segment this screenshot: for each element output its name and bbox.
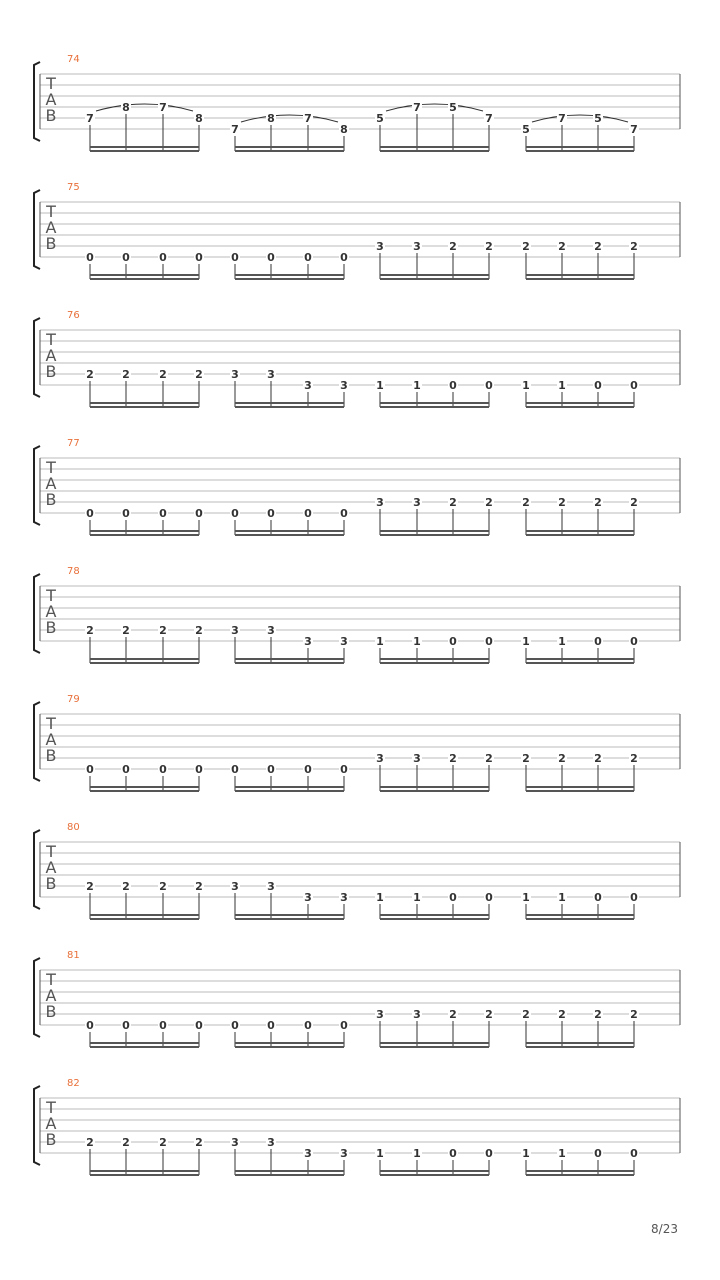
- fret-number: 3: [231, 368, 239, 381]
- fret-number: 2: [195, 368, 203, 381]
- fret-number: 0: [267, 763, 275, 776]
- fret-number: 2: [122, 880, 130, 893]
- fret-number: 0: [485, 635, 493, 648]
- fret-number: 2: [159, 368, 167, 381]
- fret-number: 5: [594, 112, 602, 125]
- fret-number: 2: [449, 496, 457, 509]
- measure-number: 78: [67, 566, 80, 577]
- fret-number: 0: [231, 251, 239, 264]
- fret-number: 3: [376, 752, 384, 765]
- fret-number: 1: [413, 891, 421, 904]
- fret-number: 1: [522, 635, 530, 648]
- fret-number: 0: [340, 507, 348, 520]
- measure-number: 74: [67, 54, 80, 65]
- staff-system: [34, 438, 680, 535]
- fret-number: 3: [267, 624, 275, 637]
- staff-system: [34, 54, 680, 151]
- fret-number: 1: [522, 891, 530, 904]
- staff-system: [34, 950, 680, 1047]
- fret-number: 1: [522, 1147, 530, 1160]
- fret-number: 0: [195, 1019, 203, 1032]
- tab-clef-letter: T: [46, 74, 56, 93]
- fret-number: 2: [449, 240, 457, 253]
- fret-number: 0: [122, 251, 130, 264]
- fret-number: 1: [376, 1147, 384, 1160]
- fret-number: 2: [594, 496, 602, 509]
- tab-clef-letter: A: [45, 986, 57, 1005]
- fret-number: 7: [630, 123, 638, 136]
- fret-number: 0: [594, 379, 602, 392]
- tab-clef-letter: A: [45, 346, 57, 365]
- fret-number: 2: [485, 496, 493, 509]
- tab-clef-letter: T: [46, 1098, 56, 1117]
- system-bracket: [34, 574, 40, 653]
- fret-number: 0: [630, 379, 638, 392]
- fret-number: 0: [159, 507, 167, 520]
- fret-number: 0: [485, 891, 493, 904]
- fret-number: 2: [485, 240, 493, 253]
- tab-clef-letter: B: [45, 746, 57, 765]
- fret-number: 3: [376, 496, 384, 509]
- tab-clef-letter: B: [45, 1002, 57, 1021]
- fret-number: 3: [267, 1136, 275, 1149]
- fret-number: 7: [159, 101, 167, 114]
- staff-system: [34, 566, 680, 663]
- fret-number: 2: [159, 624, 167, 637]
- fret-number: 0: [630, 1147, 638, 1160]
- tab-clef-letter: B: [45, 234, 57, 253]
- fret-number: 1: [376, 379, 384, 392]
- fret-number: 0: [159, 251, 167, 264]
- fret-number: 3: [413, 752, 421, 765]
- measure-number: 77: [67, 438, 80, 449]
- fret-number: 0: [159, 1019, 167, 1032]
- fret-number: 1: [376, 891, 384, 904]
- fret-number: 1: [558, 891, 566, 904]
- system-bracket: [34, 958, 40, 1037]
- fret-number: 2: [594, 240, 602, 253]
- fret-number: 2: [195, 624, 203, 637]
- fret-number: 7: [231, 123, 239, 136]
- tab-clef-letter: T: [46, 714, 56, 733]
- fret-number: 0: [304, 507, 312, 520]
- fret-number: 0: [231, 507, 239, 520]
- tab-clef-letter: T: [46, 202, 56, 221]
- fret-number: 0: [304, 251, 312, 264]
- fret-number: 3: [267, 880, 275, 893]
- tab-clef-letter: A: [45, 730, 57, 749]
- tab-clef-letter: A: [45, 90, 57, 109]
- fret-number: 2: [594, 1008, 602, 1021]
- fret-number: 0: [340, 763, 348, 776]
- fret-number: 1: [376, 635, 384, 648]
- fret-number: 2: [86, 624, 94, 637]
- fret-number: 1: [413, 635, 421, 648]
- fret-number: 7: [485, 112, 493, 125]
- tab-clef-letter: B: [45, 1130, 57, 1149]
- page-number: 8/23: [651, 1222, 678, 1236]
- fret-number: 3: [340, 379, 348, 392]
- system-bracket: [34, 318, 40, 397]
- fret-number: 2: [159, 880, 167, 893]
- fret-number: 2: [594, 752, 602, 765]
- fret-number: 0: [340, 1019, 348, 1032]
- fret-number: 2: [86, 880, 94, 893]
- fret-number: 0: [86, 763, 94, 776]
- fret-number: 3: [413, 496, 421, 509]
- fret-number: 2: [630, 752, 638, 765]
- fret-number: 2: [558, 496, 566, 509]
- staff-system: [34, 694, 680, 791]
- fret-number: 0: [340, 251, 348, 264]
- fret-number: 0: [122, 763, 130, 776]
- fret-number: 0: [122, 507, 130, 520]
- fret-number: 3: [340, 1147, 348, 1160]
- fret-number: 2: [86, 1136, 94, 1149]
- fret-number: 3: [340, 635, 348, 648]
- fret-number: 8: [122, 101, 130, 114]
- fret-number: 3: [413, 1008, 421, 1021]
- fret-number: 1: [413, 1147, 421, 1160]
- fret-number: 0: [231, 1019, 239, 1032]
- fret-number: 0: [195, 507, 203, 520]
- fret-number: 3: [231, 880, 239, 893]
- fret-number: 0: [485, 1147, 493, 1160]
- fret-number: 0: [195, 763, 203, 776]
- fret-number: 3: [376, 1008, 384, 1021]
- system-bracket: [34, 1086, 40, 1165]
- tab-clef-letter: T: [46, 842, 56, 861]
- fret-number: 2: [122, 368, 130, 381]
- fret-number: 7: [304, 112, 312, 125]
- tab-clef-letter: A: [45, 1114, 57, 1133]
- fret-number: 2: [522, 240, 530, 253]
- fret-number: 0: [195, 251, 203, 264]
- fret-number: 2: [522, 1008, 530, 1021]
- staff-system: [34, 182, 680, 279]
- tab-clef-letter: B: [45, 618, 57, 637]
- staff-system: [34, 1078, 680, 1175]
- tab-clef-letter: T: [46, 330, 56, 349]
- fret-number: 1: [522, 379, 530, 392]
- fret-number: 2: [86, 368, 94, 381]
- fret-number: 3: [267, 368, 275, 381]
- fret-number: 1: [558, 635, 566, 648]
- tab-clef-letter: T: [46, 586, 56, 605]
- fret-number: 2: [630, 1008, 638, 1021]
- tab-clef-letter: T: [46, 970, 56, 989]
- tab-clef-letter: A: [45, 858, 57, 877]
- fret-number: 0: [86, 507, 94, 520]
- fret-number: 2: [522, 496, 530, 509]
- tab-clef-letter: B: [45, 490, 57, 509]
- tab-clef-letter: A: [45, 602, 57, 621]
- fret-number: 3: [376, 240, 384, 253]
- fret-number: 0: [630, 635, 638, 648]
- tab-clef-letter: A: [45, 218, 57, 237]
- fret-number: 5: [522, 123, 530, 136]
- fret-number: 3: [340, 891, 348, 904]
- fret-number: 7: [558, 112, 566, 125]
- fret-number: 0: [449, 1147, 457, 1160]
- fret-number: 3: [304, 1147, 312, 1160]
- system-bracket: [34, 702, 40, 781]
- fret-number: 8: [340, 123, 348, 136]
- system-bracket: [34, 62, 40, 141]
- fret-number: 0: [304, 763, 312, 776]
- fret-number: 2: [485, 752, 493, 765]
- tab-clef-letter: B: [45, 362, 57, 381]
- fret-number: 8: [195, 112, 203, 125]
- measure-number: 82: [67, 1078, 80, 1089]
- fret-number: 0: [231, 763, 239, 776]
- system-bracket: [34, 190, 40, 269]
- fret-number: 0: [449, 891, 457, 904]
- measure-number: 80: [67, 822, 80, 833]
- system-bracket: [34, 446, 40, 525]
- measure-number: 79: [67, 694, 80, 705]
- fret-number: 2: [630, 496, 638, 509]
- measure-number: 76: [67, 310, 80, 321]
- fret-number: 0: [449, 635, 457, 648]
- fret-number: 0: [304, 1019, 312, 1032]
- fret-number: 0: [594, 1147, 602, 1160]
- fret-number: 2: [449, 1008, 457, 1021]
- fret-number: 2: [122, 1136, 130, 1149]
- fret-number: 7: [86, 112, 94, 125]
- fret-number: 0: [594, 635, 602, 648]
- fret-number: 2: [558, 1008, 566, 1021]
- fret-number: 0: [449, 379, 457, 392]
- tab-clef-letter: A: [45, 474, 57, 493]
- measure-number: 81: [67, 950, 80, 961]
- fret-number: 0: [86, 251, 94, 264]
- fret-number: 3: [304, 379, 312, 392]
- fret-number: 0: [267, 1019, 275, 1032]
- fret-number: 2: [485, 1008, 493, 1021]
- fret-number: 7: [413, 101, 421, 114]
- fret-number: 0: [86, 1019, 94, 1032]
- fret-number: 0: [267, 507, 275, 520]
- fret-number: 0: [267, 251, 275, 264]
- fret-number: 2: [558, 240, 566, 253]
- fret-number: 2: [558, 752, 566, 765]
- fret-number: 0: [122, 1019, 130, 1032]
- fret-number: 8: [267, 112, 275, 125]
- fret-number: 2: [522, 752, 530, 765]
- measure-number: 75: [67, 182, 80, 193]
- fret-number: 3: [231, 1136, 239, 1149]
- tab-clef-letter: B: [45, 874, 57, 893]
- fret-number: 2: [159, 1136, 167, 1149]
- fret-number: 1: [558, 379, 566, 392]
- fret-number: 5: [376, 112, 384, 125]
- tab-clef-letter: T: [46, 458, 56, 477]
- system-bracket: [34, 830, 40, 909]
- fret-number: 0: [485, 379, 493, 392]
- staff-system: [34, 310, 680, 407]
- tab-clef-letter: B: [45, 106, 57, 125]
- fret-number: 1: [413, 379, 421, 392]
- fret-number: 3: [231, 624, 239, 637]
- fret-number: 1: [558, 1147, 566, 1160]
- fret-number: 2: [195, 1136, 203, 1149]
- fret-number: 0: [630, 891, 638, 904]
- fret-number: 5: [449, 101, 457, 114]
- fret-number: 2: [122, 624, 130, 637]
- fret-number: 3: [304, 891, 312, 904]
- staff-system: [34, 822, 680, 919]
- fret-number: 2: [449, 752, 457, 765]
- fret-number: 3: [304, 635, 312, 648]
- fret-number: 0: [159, 763, 167, 776]
- fret-number: 3: [413, 240, 421, 253]
- fret-number: 2: [630, 240, 638, 253]
- fret-number: 2: [195, 880, 203, 893]
- fret-number: 0: [594, 891, 602, 904]
